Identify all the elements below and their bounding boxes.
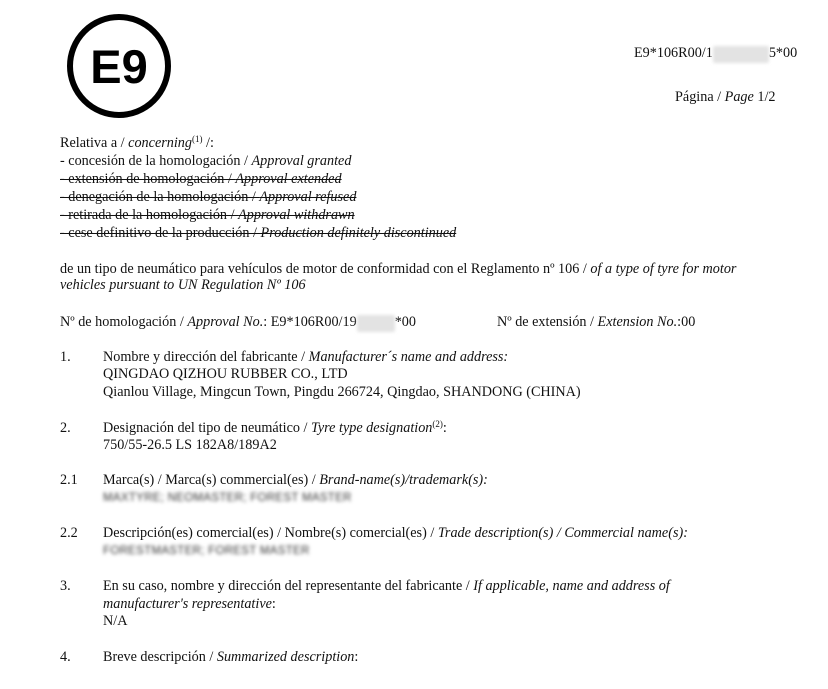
- page-indicator: [675, 89, 776, 106]
- redacted-code: [713, 46, 769, 63]
- section-3-tail: :: [271, 596, 276, 612]
- approval-code-header: [634, 45, 797, 63]
- option-en: Production definitely discontinued: [260, 225, 457, 241]
- tyre-type-line-2: [60, 277, 306, 294]
- section-4-title: [103, 649, 358, 666]
- footnote-2: (2): [432, 419, 443, 429]
- section-2-2-title: [103, 525, 688, 542]
- option-approval-granted: [60, 153, 351, 170]
- manufacturer-name: QINGDAO QIZHOU RUBBER CO., LTD: [103, 366, 348, 382]
- concerning-en: concerning: [128, 135, 192, 151]
- extension-number: [497, 314, 695, 331]
- option-en: Approval extended: [235, 171, 342, 187]
- section-2-1-title-es: Marca(s) / Marca(s) commercial(es) /: [103, 472, 320, 488]
- trade-description-value: [103, 542, 310, 559]
- redacted-approval-no: [357, 315, 395, 332]
- option-es: - denegación de la homologación /: [60, 189, 260, 205]
- footnote-1: (1): [191, 134, 203, 144]
- concerning-es: Relativa a /: [60, 135, 129, 151]
- approval-no-value-prefix: : E9*106R00/19: [263, 314, 357, 330]
- option-es: - concesión de la homologación /: [60, 153, 252, 169]
- section-2-tail: :: [442, 420, 447, 436]
- section-1-number: 1.: [60, 349, 71, 365]
- section-1-title-es: Nombre y dirección del fabricante /: [103, 349, 309, 365]
- section-3-title-es: En su caso, nombre y dirección del representante del fabricante /: [103, 578, 474, 594]
- section-2-1-number: 2.1: [60, 472, 78, 488]
- section-2-2-title-es: Descripción(es) comercial(es) / Nombre(s) comercial(es) /: [103, 525, 438, 541]
- logo-text: E9: [90, 40, 148, 93]
- page-number: 1/2: [757, 89, 776, 105]
- section-3-title-en-1: If applicable, name and address of: [473, 578, 670, 594]
- approval-no-value-suffix: *00: [394, 314, 416, 330]
- manufacturer-address: Qianlou Village, Mingcun Town, Pingdu 266724, Qingdao, SHANDONG (CHINA): [103, 384, 581, 400]
- tyre-type-en-1: of a type of tyre for motor: [590, 261, 737, 277]
- tyre-type-en-2: vehicles pursuant to UN Regulation Nº 106: [60, 277, 306, 293]
- concerning-label: [60, 135, 214, 152]
- brand-names-value: [103, 489, 352, 506]
- section-4-tail: :: [354, 649, 359, 665]
- option-es: - cese definitivo de la producción /: [60, 225, 261, 241]
- option-approval-withdrawn: [60, 207, 355, 224]
- section-2-2-number: 2.2: [60, 525, 78, 541]
- representative-value: N/A: [103, 613, 128, 629]
- section-1-title: [103, 349, 508, 366]
- extension-label-en: Extension No.: [597, 314, 678, 330]
- section-3-title-en-2: manufacturer's representative: [103, 596, 272, 612]
- approval-no-label-en: Approval No.: [187, 314, 264, 330]
- tyre-type-line-1: [60, 261, 736, 278]
- option-en: Approval withdrawn: [238, 207, 355, 223]
- section-4-title-es: Breve descripción /: [103, 649, 217, 665]
- approval-no-label-es: Nº de homologación /: [60, 314, 188, 330]
- option-en: Approval refused: [259, 189, 357, 205]
- section-4-title-en: Summarized description: [216, 649, 355, 665]
- option-production-discontinued: [60, 225, 456, 242]
- section-2-title: [103, 420, 447, 437]
- concerning-tail: /:: [202, 135, 214, 151]
- e9-approval-logo: [66, 13, 172, 119]
- section-3-number: 3.: [60, 578, 71, 594]
- section-2-number: 2.: [60, 420, 71, 436]
- page-sep: /: [713, 89, 725, 105]
- page-label-es: Página: [675, 89, 714, 105]
- option-approval-extended: [60, 171, 342, 188]
- option-en: Approval granted: [251, 153, 352, 169]
- option-approval-refused: [60, 189, 356, 206]
- section-2-1-title-en: Brand-name(s)/trademark(s):: [319, 472, 488, 488]
- section-2-1-title: [103, 472, 488, 489]
- tyre-designation-value: 750/55-26.5 LS 182A8/189A2: [103, 437, 277, 453]
- section-2-2-title-en: Trade description(s) / Commercial name(s):: [437, 525, 688, 541]
- page-label-en: Page: [724, 89, 754, 105]
- approval-code-prefix: E9*106R00/1: [634, 45, 713, 61]
- approval-code-suffix: 5*00: [768, 45, 798, 61]
- section-1-title-en: Manufacturer´s name and address:: [308, 349, 509, 365]
- brand-names-redacted: MAXTYRE; NEOMASTER; FOREST MASTER: [103, 492, 352, 504]
- section-2-title-es: Designación del tipo de neumático /: [103, 420, 312, 436]
- extension-value: :00: [677, 314, 696, 330]
- section-3-title-line-2: [103, 596, 276, 613]
- option-es: - retirada de la homologación /: [60, 207, 239, 223]
- section-3-title-line-1: [103, 578, 670, 595]
- trade-description-redacted: FORESTMASTER; FOREST MASTER: [103, 545, 310, 557]
- section-4-number: 4.: [60, 649, 71, 665]
- tyre-type-es: de un tipo de neumático para vehículos de motor de conformidad con el Reglamento nº 106 /: [60, 261, 591, 277]
- option-es: - extensión de homologación /: [60, 171, 236, 187]
- approval-number: [60, 314, 416, 332]
- extension-label-es: Nº de extensión /: [497, 314, 598, 330]
- section-2-title-en: Tyre type designation: [311, 420, 433, 436]
